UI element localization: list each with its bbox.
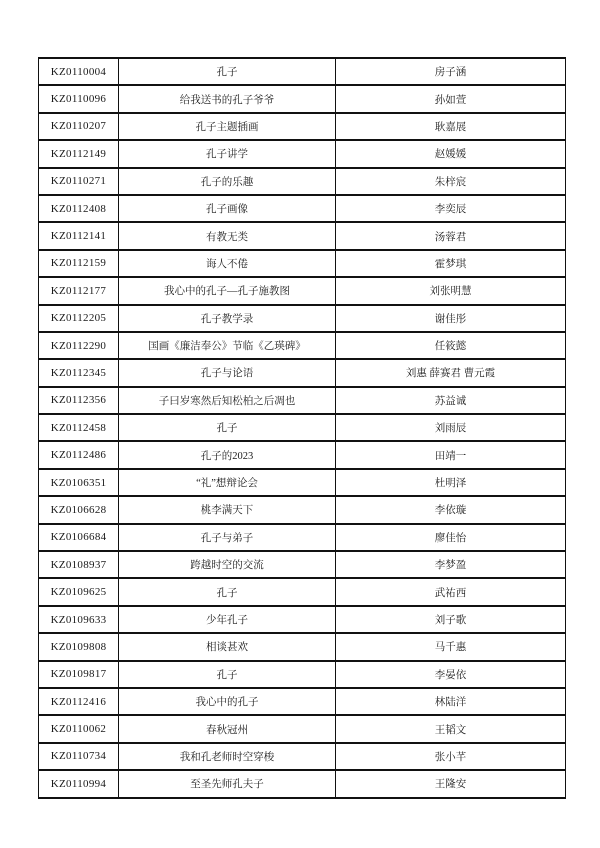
table-row [39, 633, 566, 660]
artwork-title-cell: 孔子 [119, 58, 336, 85]
table-row [39, 770, 566, 797]
artwork-title-cell: 孔子教学录 [119, 305, 336, 332]
artwork-table-body [39, 58, 566, 798]
entry-id-cell: KZ0110062 [39, 715, 119, 742]
table-row [39, 524, 566, 551]
entry-id-cell: KZ0112159 [39, 250, 119, 277]
artwork-title-cell: 国画《廉洁奉公》节临《乙瑛碑》 [119, 332, 336, 359]
artwork-title-cell: 孔子主题插画 [119, 113, 336, 140]
artwork-title-cell: 春秋冠州 [119, 715, 336, 742]
author-name-cell: 张小芊 [336, 743, 566, 770]
table-row [39, 113, 566, 140]
entry-id-cell: KZ0110004 [39, 58, 119, 85]
entry-id-cell: KZ0112356 [39, 387, 119, 414]
table-row [39, 250, 566, 277]
entry-id-cell: KZ0112458 [39, 414, 119, 441]
artwork-title-cell: 至圣先师孔夫子 [119, 770, 336, 797]
author-name-cell: 李依璇 [336, 496, 566, 523]
entry-id-cell: KZ0109633 [39, 606, 119, 633]
author-name-cell: 马千惠 [336, 633, 566, 660]
artwork-title-cell: 孔子 [119, 578, 336, 605]
artwork-title-cell: 我和孔老师时空穿梭 [119, 743, 336, 770]
author-name-cell: 赵媛媛 [336, 140, 566, 167]
author-name-cell: 谢佳彤 [336, 305, 566, 332]
author-name-cell: 苏益诚 [336, 387, 566, 414]
table-row [39, 277, 566, 304]
artwork-title-cell: 孔子的2023 [119, 441, 336, 468]
artwork-title-cell: 诲人不倦 [119, 250, 336, 277]
entry-id-cell: KZ0109817 [39, 661, 119, 688]
artwork-title-cell: 孔子与论语 [119, 359, 336, 386]
author-name-cell: 刘雨辰 [336, 414, 566, 441]
entry-id-cell: KZ0112205 [39, 305, 119, 332]
entry-id-cell: KZ0110271 [39, 168, 119, 195]
entry-id-cell: KZ0112141 [39, 222, 119, 249]
artwork-title-cell: 跨越时空的交流 [119, 551, 336, 578]
entry-id-cell: KZ0112290 [39, 332, 119, 359]
table-row [39, 168, 566, 195]
table-row [39, 305, 566, 332]
table-row [39, 551, 566, 578]
artwork-title-cell: 少年孔子 [119, 606, 336, 633]
author-name-cell: 杜明泽 [336, 469, 566, 496]
artwork-title-cell: 有教无类 [119, 222, 336, 249]
author-name-cell: 汤蓉君 [336, 222, 566, 249]
artwork-title-cell: 孔子的乐趣 [119, 168, 336, 195]
artwork-title-cell: “礼”想辩论会 [119, 469, 336, 496]
entry-id-cell: KZ0109808 [39, 633, 119, 660]
table-row [39, 58, 566, 85]
artwork-title-cell: 子曰岁寒然后知松柏之后凋也 [119, 387, 336, 414]
author-name-cell: 孙如萱 [336, 85, 566, 112]
artwork-title-cell: 桃李满天下 [119, 496, 336, 523]
entry-id-cell: KZ0106351 [39, 469, 119, 496]
author-name-cell: 李梦盈 [336, 551, 566, 578]
table-row [39, 414, 566, 441]
artwork-title-cell: 孔子讲学 [119, 140, 336, 167]
table-row [39, 332, 566, 359]
artwork-title-cell: 孔子与弟子 [119, 524, 336, 551]
entry-id-cell: KZ0108937 [39, 551, 119, 578]
author-name-cell: 武祐西 [336, 578, 566, 605]
author-name-cell: 霍梦琪 [336, 250, 566, 277]
artwork-title-cell: 给我送书的孔子爷爷 [119, 85, 336, 112]
artwork-entries-table [38, 57, 566, 799]
entry-id-cell: KZ0112345 [39, 359, 119, 386]
author-name-cell: 朱梓宸 [336, 168, 566, 195]
table-row [39, 743, 566, 770]
table-row [39, 222, 566, 249]
table-row [39, 85, 566, 112]
author-name-cell: 田靖一 [336, 441, 566, 468]
table-row [39, 387, 566, 414]
table-row [39, 715, 566, 742]
table-row [39, 661, 566, 688]
entry-id-cell: KZ0112149 [39, 140, 119, 167]
artwork-title-cell: 相谈甚欢 [119, 633, 336, 660]
author-name-cell: 林陆洋 [336, 688, 566, 715]
entry-id-cell: KZ0110994 [39, 770, 119, 797]
table-row [39, 441, 566, 468]
artwork-title-cell: 孔子 [119, 414, 336, 441]
author-name-cell: 刘惠 薛赛君 曹元霞 [336, 359, 566, 386]
author-name-cell: 李奕辰 [336, 195, 566, 222]
table-row [39, 469, 566, 496]
entry-id-cell: KZ0106628 [39, 496, 119, 523]
entry-id-cell: KZ0110207 [39, 113, 119, 140]
author-name-cell: 李晏依 [336, 661, 566, 688]
entry-id-cell: KZ0112486 [39, 441, 119, 468]
table-row [39, 606, 566, 633]
entry-id-cell: KZ0110734 [39, 743, 119, 770]
author-name-cell: 王隆安 [336, 770, 566, 797]
entry-id-cell: KZ0112177 [39, 277, 119, 304]
table-row [39, 140, 566, 167]
author-name-cell: 刘子歌 [336, 606, 566, 633]
author-name-cell: 刘张明慧 [336, 277, 566, 304]
entry-id-cell: KZ0109625 [39, 578, 119, 605]
author-name-cell: 房子涵 [336, 58, 566, 85]
table-row [39, 688, 566, 715]
table-row [39, 578, 566, 605]
artwork-title-cell: 孔子 [119, 661, 336, 688]
table-row [39, 359, 566, 386]
artwork-title-cell: 孔子画像 [119, 195, 336, 222]
author-name-cell: 廖佳怡 [336, 524, 566, 551]
artwork-title-cell: 我心中的孔子—孔子施教图 [119, 277, 336, 304]
entry-id-cell: KZ0106684 [39, 524, 119, 551]
entry-id-cell: KZ0112408 [39, 195, 119, 222]
entry-id-cell: KZ0110096 [39, 85, 119, 112]
table-row [39, 195, 566, 222]
artwork-title-cell: 我心中的孔子 [119, 688, 336, 715]
author-name-cell: 王韬文 [336, 715, 566, 742]
author-name-cell: 耿嘉展 [336, 113, 566, 140]
author-name-cell: 任筱懿 [336, 332, 566, 359]
table-row [39, 496, 566, 523]
entry-id-cell: KZ0112416 [39, 688, 119, 715]
